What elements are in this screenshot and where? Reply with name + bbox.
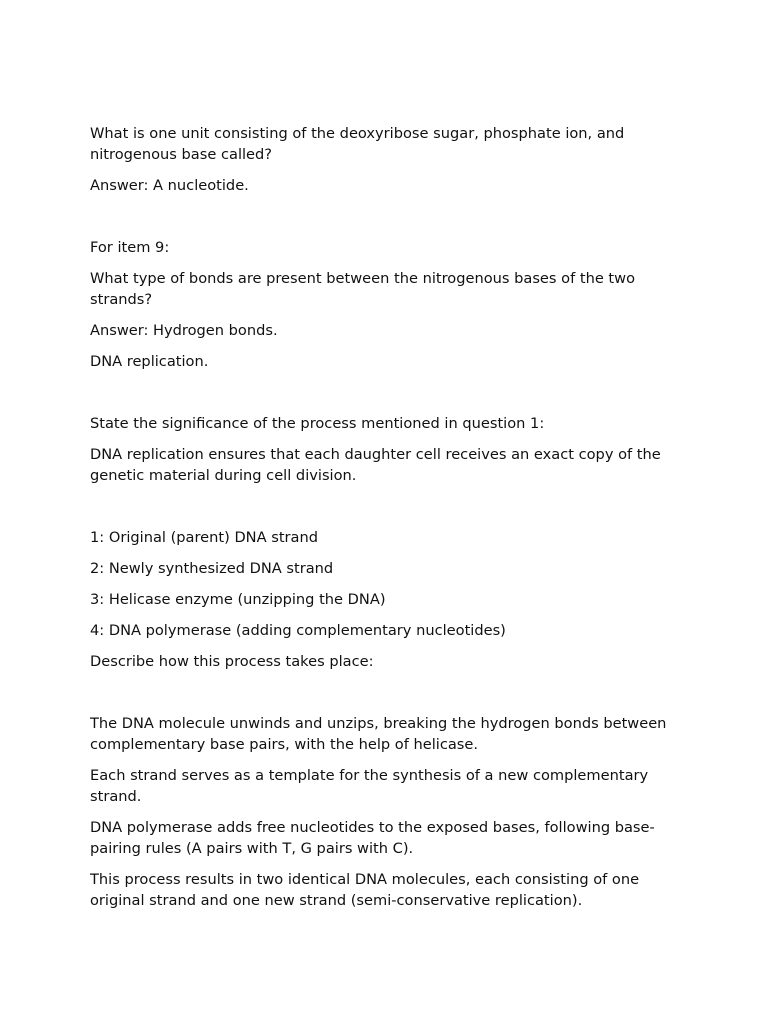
answer-nucleotide: Answer: A nucleotide.	[90, 177, 249, 194]
spacer	[90, 206, 680, 237]
step-unwind: The DNA molecule unwinds and unzips, breaking the hydrogen bonds between complementary base pairs, with the help of helicase.	[90, 715, 667, 753]
spacer	[90, 382, 680, 413]
item-9-label: For item 9:	[90, 239, 170, 256]
label-item-4: 4: DNA polymerase (adding complementary nucleotides)	[90, 622, 506, 639]
question-nucleotide: What is one unit consisting of the deoxyribose sugar, phosphate ion, and nitrogenous base called?	[90, 125, 625, 163]
label-item-3: 3: Helicase enzyme (unzipping the DNA)	[90, 591, 386, 608]
step-template: Each strand serves as a template for the synthesis of a new complementary strand.	[90, 767, 649, 805]
answer-significance: DNA replication ensures that each daughter cell receives an exact copy of the genetic material during cell division.	[90, 446, 661, 484]
label-item-1: 1: Original (parent) DNA strand	[90, 529, 319, 546]
question-bonds: What type of bonds are present between the nitrogenous bases of the two strands?	[90, 270, 636, 308]
step-polymerase: DNA polymerase adds free nucleotides to the exposed bases, following base-pairing rules (A pairs with T, G pairs with C).	[90, 819, 655, 857]
question-describe: Describe how this process takes place:	[90, 653, 374, 670]
spacer	[90, 682, 680, 713]
spacer	[90, 496, 680, 527]
label-item-2: 2: Newly synthesized DNA strand	[90, 560, 334, 577]
question-significance: State the significance of the process mentioned in question 1:	[90, 415, 545, 432]
step-result: This process results in two identical DNA molecules, each consisting of one original strand and one new strand (semi-conservative replication).	[90, 871, 640, 909]
answer-bonds: Answer: Hydrogen bonds.	[90, 322, 278, 339]
process-name: DNA replication.	[90, 353, 209, 370]
document-page	[90, 123, 680, 921]
